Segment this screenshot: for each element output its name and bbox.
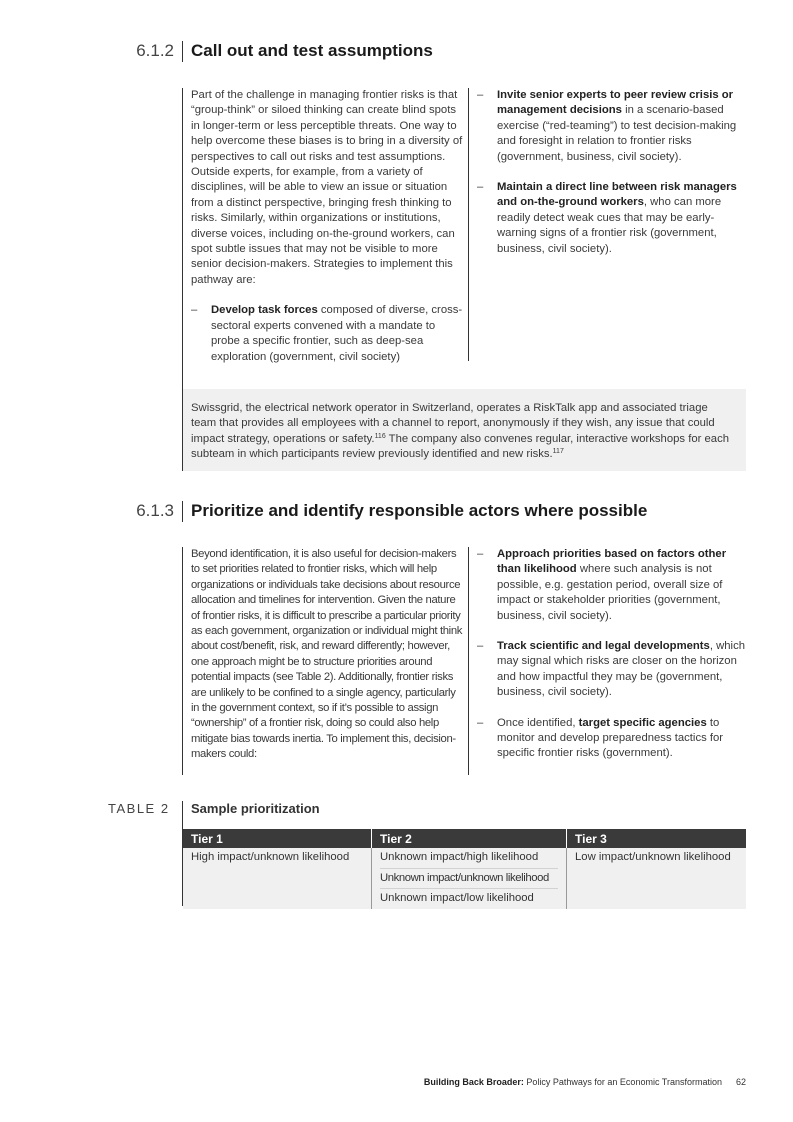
heading-divider (182, 501, 183, 522)
footer-doc-title: Building Back Broader: (423, 1077, 524, 1087)
list-item: – Approach priorities based on factors other than likelihood where such analysis is not possible, e.g. gestation period, overall size of impact or stakeholder priorities (government, business, civil society). (477, 548, 727, 622)
right-column (477, 88, 747, 272)
table-cell-item: Low impact/unknown likelihood (575, 851, 731, 863)
column-rule (182, 547, 183, 775)
table-title: Sample prioritization (191, 801, 320, 816)
table-cell-item: Unknown impact/low likelihood (380, 892, 534, 904)
column-header-tier-2: Tier 2 (372, 829, 567, 848)
table-cell-item: High impact/unknown likelihood (191, 851, 350, 863)
heading-divider (182, 41, 183, 62)
list-item: – Once identified, target specific agencies to monitor and develop preparedness tactics for specific frontier risks (government). (477, 716, 724, 760)
table-row (183, 848, 746, 909)
table-header-row (183, 829, 746, 848)
section-number: 6.1.3 (136, 501, 174, 520)
left-column (191, 88, 463, 380)
table-cell-item: Unknown impact/unknown likelihood (380, 869, 558, 890)
column-rule (468, 88, 469, 361)
column-rule (468, 547, 469, 775)
tier-3-cell (567, 848, 747, 909)
section-number: 6.1.2 (136, 41, 174, 60)
column-header-tier-3: Tier 3 (567, 829, 747, 848)
prioritization-table (183, 829, 746, 909)
intro-paragraph: Beyond identification, it is also useful for decision-makers to set priorities related to frontier risks, which will help organizations or individuals take decisions about resource allocation and timelines for intervention. Given the nature of frontier risks, it is difficult to prescribe a particular priority as each government, organization or individual might think about cost/benefit, risk, and reward differently; however, one approach might be to structure priorities around potential impacts (see Table 2). Additionally, frontier risks are unlikely to be confined to a single agency, particularly in the government context, so if it’s possible to assign “ownership” of a frontier risk, doing so could also help mitigate bias towards inertia. To implement this, decision-makers could: (191, 548, 463, 761)
column-header-tier-1: Tier 1 (183, 829, 372, 848)
page-footer (0, 1077, 746, 1087)
footer-doc-subtitle: Policy Pathways for an Economic Transformation (523, 1077, 722, 1087)
list-item: – Track scientific and legal developments, which may signal which risks are closer on the horizon and how impactful they may be (government, business, civil society). (477, 640, 746, 699)
table-label: TABLE 2 (108, 801, 170, 816)
intro-paragraph: Part of the challenge in managing frontier risks is that “group-think” or siloed thinking can create blind spots in longer-term or less perceptible threats. One way to help overcome these biases is to bring in a diversity of perspectives to call out risks and test assumptions. Outside experts, for example, from a variety of disciplines, will be able to view an issue or situation from a distinct perspective, bringing fresh thinking to risks. Similarly, within organizations or institutions, diverse voices, including on-the-ground workers, can spot subtle issues that may not be visible to more senior decision-makers. Strategies to implement this pathway are: (191, 89, 463, 286)
left-column (191, 547, 463, 778)
list-item: – Invite senior experts to peer review crisis or management decisions in a scenario-based exercise (“red-teaming”) to test decision-making and foresight in relation to frontier risks (government, business, civil society). (477, 89, 737, 163)
table-cell-item: Unknown impact/high likelihood (380, 848, 558, 869)
tier-1-cell (183, 848, 372, 909)
tier-2-cell (372, 848, 567, 909)
right-column (477, 547, 747, 777)
case-study-callout (183, 389, 746, 471)
list-item: – Maintain a direct line between risk managers and on-the-ground workers, who can more readily detect weak cues that may be early-warning signs of a frontier risk (government, business, civil society). (477, 181, 737, 255)
section-title: Prioritize and identify responsible actors where possible (191, 501, 648, 520)
section-title: Call out and test assumptions (191, 41, 433, 60)
list-item: – Develop task forces composed of diverse, cross-sectoral experts convened with a mandate to probe a specific frontier, such as deep-sea exploration (government, civil society) (191, 304, 463, 363)
callout-text: Swissgrid, the electrical network operator in Switzerland, operates a RiskTalk app and associated triage team that provides all employees with a channel to report, anonymously if they wish, any issue that could impact strategy, operations or safety.$^{116}$ The company also convenes regular, interactive workshops for each subteam in which participants review previously identified and new risks.$^{117}$ (191, 402, 730, 461)
page-number: 62 (735, 1077, 746, 1087)
